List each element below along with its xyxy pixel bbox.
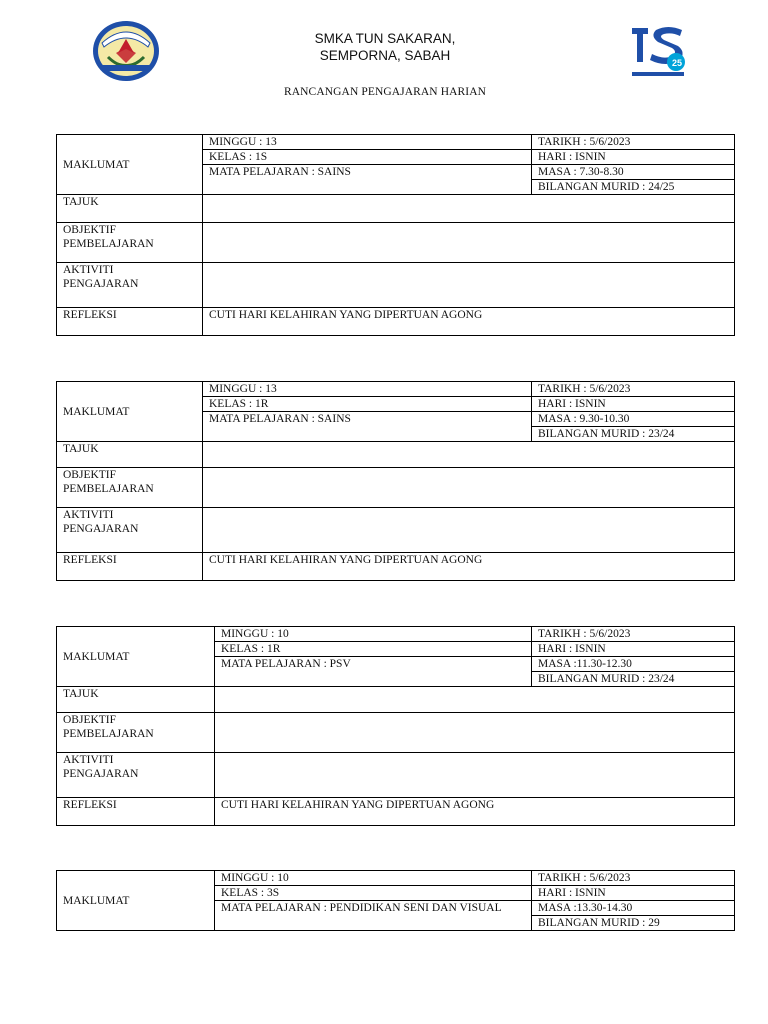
hari-field: HARI : ISNIN bbox=[532, 150, 735, 165]
tarikh-field: TARIKH : 5/6/2023 bbox=[532, 382, 735, 397]
minggu-field: MINGGU : 10 bbox=[215, 627, 532, 642]
objektif-value bbox=[203, 223, 735, 263]
kelas-field: KELAS : 3S bbox=[215, 886, 532, 901]
masa-field: MASA : 7.30-8.30 bbox=[532, 165, 735, 180]
hari-field: HARI : ISNIN bbox=[532, 397, 735, 412]
maklumat-label: MAKLUMAT bbox=[57, 382, 203, 442]
aktiviti-value bbox=[215, 753, 735, 798]
aktiviti-label-line2: PENGAJARAN bbox=[63, 278, 139, 290]
objektif-value bbox=[203, 468, 735, 508]
masa-field: MASA : 9.30-10.30 bbox=[532, 412, 735, 427]
svg-text:25: 25 bbox=[672, 58, 683, 68]
tarikh-field: TARIKH : 5/6/2023 bbox=[532, 135, 735, 150]
tajuk-label: TAJUK bbox=[57, 442, 203, 468]
mata-pelajaran-field: MATA PELAJARAN : SAINS bbox=[203, 412, 532, 442]
tarikh-field: TARIKH : 5/6/2023 bbox=[532, 627, 735, 642]
aktiviti-label bbox=[57, 753, 215, 798]
lesson-plan-table bbox=[56, 870, 735, 931]
refleksi-value: CUTI HARI KELAHIRAN YANG DIPERTUAN AGONG bbox=[203, 308, 735, 336]
aktiviti-label bbox=[57, 263, 203, 308]
school-name-line2: SEMPORNA, SABAH bbox=[319, 48, 451, 63]
tajuk-value bbox=[203, 195, 735, 223]
lesson-plan-table bbox=[56, 626, 735, 826]
aktiviti-label-line1: AKTIVITI bbox=[63, 754, 114, 766]
school-crest-logo bbox=[90, 19, 162, 83]
aktiviti-label-line2: PENGAJARAN bbox=[63, 523, 139, 535]
objektif-label-line2: PEMBELAJARAN bbox=[63, 728, 154, 740]
maklumat-label: MAKLUMAT bbox=[57, 871, 215, 931]
objektif-label-line2: PEMBELAJARAN bbox=[63, 483, 154, 495]
maklumat-label: MAKLUMAT bbox=[57, 627, 215, 687]
objektif-value bbox=[215, 713, 735, 753]
refleksi-label: REFLEKSI bbox=[57, 553, 203, 581]
aktiviti-value bbox=[203, 263, 735, 308]
minggu-field: MINGGU : 13 bbox=[203, 382, 532, 397]
masa-field: MASA :13.30-14.30 bbox=[532, 901, 735, 916]
refleksi-value: CUTI HARI KELAHIRAN YANG DIPERTUAN AGONG bbox=[203, 553, 735, 581]
objektif-label-line2: PEMBELAJARAN bbox=[63, 238, 154, 250]
aktiviti-label-line1: AKTIVITI bbox=[63, 509, 114, 521]
tajuk-value bbox=[203, 442, 735, 468]
aktiviti-value bbox=[203, 508, 735, 553]
refleksi-value: CUTI HARI KELAHIRAN YANG DIPERTUAN AGONG bbox=[215, 798, 735, 826]
mata-pelajaran-field: MATA PELAJARAN : SAINS bbox=[203, 165, 532, 195]
bilangan-murid-field: BILANGAN MURID : 23/24 bbox=[532, 427, 735, 442]
document-title: RANCANGAN PENGAJARAN HARIAN bbox=[283, 86, 487, 98]
ts25-icon bbox=[628, 22, 688, 82]
ts25-logo bbox=[628, 22, 688, 82]
kelas-field: KELAS : 1R bbox=[203, 397, 532, 412]
aktiviti-label-line1: AKTIVITI bbox=[63, 264, 114, 276]
hari-field: HARI : ISNIN bbox=[532, 886, 735, 901]
aktiviti-label bbox=[57, 508, 203, 553]
refleksi-label: REFLEKSI bbox=[57, 798, 215, 826]
bilangan-murid-field: BILANGAN MURID : 23/24 bbox=[532, 672, 735, 687]
mata-pelajaran-field: MATA PELAJARAN : PENDIDIKAN SENI DAN VISUAL bbox=[215, 901, 532, 931]
masa-field: MASA :11.30-12.30 bbox=[532, 657, 735, 672]
school-name bbox=[250, 30, 520, 64]
minggu-field: MINGGU : 13 bbox=[203, 135, 532, 150]
lesson-plan-table bbox=[56, 381, 735, 581]
school-name-line1: SMKA TUN SAKARAN, bbox=[314, 31, 456, 46]
mata-pelajaran-field: MATA PELAJARAN : PSV bbox=[215, 657, 532, 687]
tajuk-label: TAJUK bbox=[57, 687, 215, 713]
objektif-label bbox=[57, 223, 203, 263]
objektif-label bbox=[57, 468, 203, 508]
objektif-label-line1: OBJEKTIF bbox=[63, 469, 117, 481]
refleksi-label: REFLEKSI bbox=[57, 308, 203, 336]
hari-field: HARI : ISNIN bbox=[532, 642, 735, 657]
bilangan-murid-field: BILANGAN MURID : 24/25 bbox=[532, 180, 735, 195]
objektif-label-line1: OBJEKTIF bbox=[63, 714, 117, 726]
tajuk-value bbox=[215, 687, 735, 713]
tajuk-label: TAJUK bbox=[57, 195, 203, 223]
lesson-plan-table bbox=[56, 134, 735, 336]
objektif-label-line1: OBJEKTIF bbox=[63, 224, 117, 236]
aktiviti-label-line2: PENGAJARAN bbox=[63, 768, 139, 780]
minggu-field: MINGGU : 10 bbox=[215, 871, 532, 886]
maklumat-label: MAKLUMAT bbox=[57, 135, 203, 195]
objektif-label bbox=[57, 713, 215, 753]
bilangan-murid-field: BILANGAN MURID : 29 bbox=[532, 916, 735, 931]
tarikh-field: TARIKH : 5/6/2023 bbox=[532, 871, 735, 886]
school-crest-icon bbox=[90, 19, 162, 83]
kelas-field: KELAS : 1R bbox=[215, 642, 532, 657]
kelas-field: KELAS : 1S bbox=[203, 150, 532, 165]
